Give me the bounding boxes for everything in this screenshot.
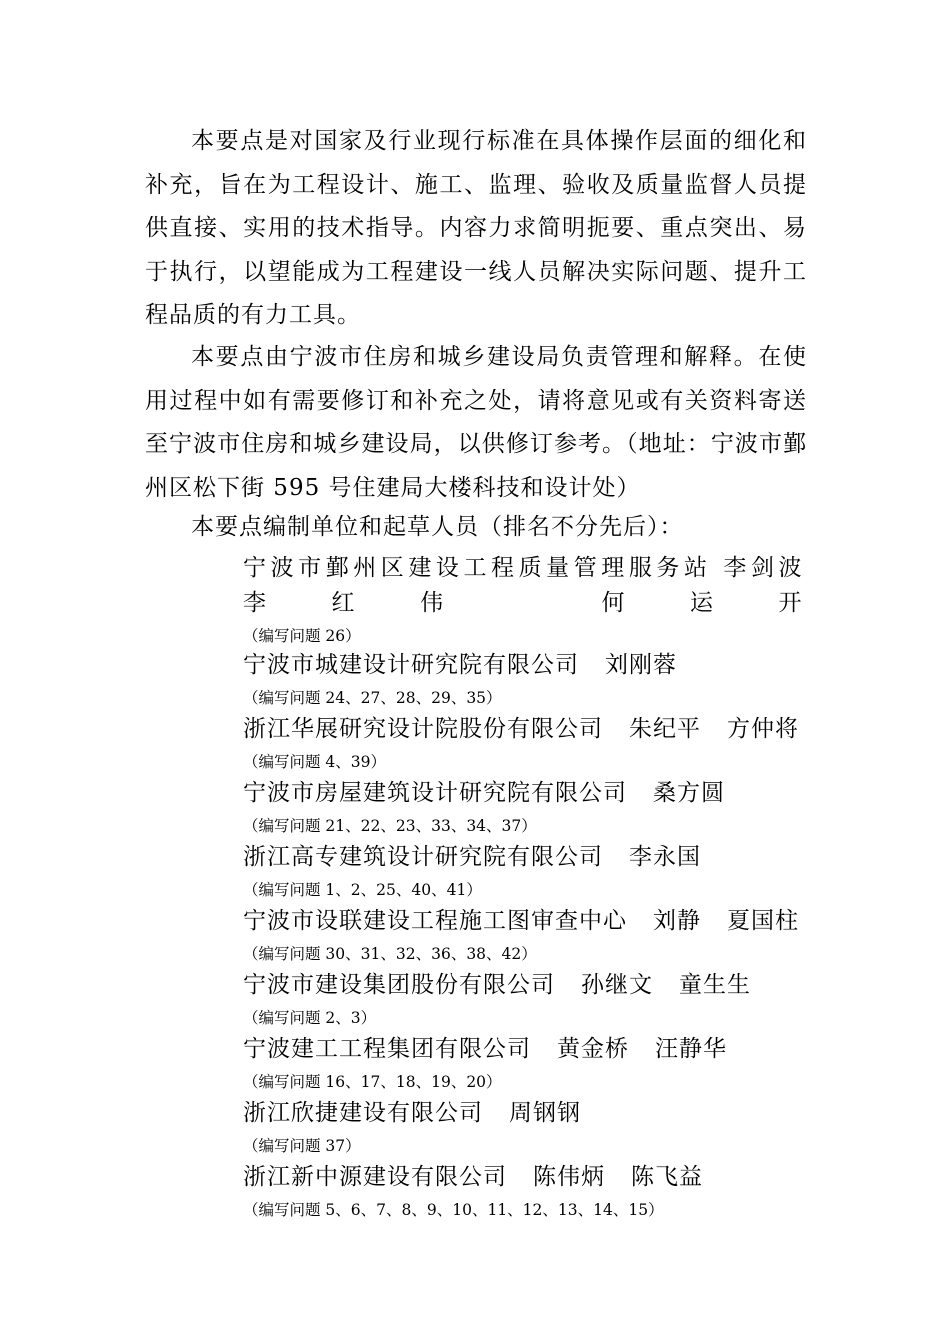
contributor-person: 陈伟炳	[533, 1164, 605, 1190]
contributor-note: （编写问题 21、22、23、33、34、37）	[243, 817, 537, 835]
contributor-entry	[243, 968, 805, 1031]
contributor-person: 何运开	[601, 590, 805, 616]
contributor-note: （编写问题 2、3）	[243, 1009, 377, 1027]
contributor-org: 浙江欣捷建设有限公司	[243, 1100, 483, 1126]
contributor-note: （编写问题 4、39）	[243, 753, 387, 771]
contributor-org: 宁波建工工程集团有限公司	[243, 1036, 531, 1062]
contributor-org: 宁波市房屋建筑设计研究院有限公司	[243, 780, 627, 806]
contributor-person: 童生生	[679, 972, 751, 998]
contributor-org: 浙江新中源建设有限公司	[243, 1164, 507, 1190]
contributor-line	[243, 776, 805, 811]
contributor-note: （编写问题 5、6、7、8、9、10、11、12、13、14、15）	[243, 1201, 664, 1219]
contributor-person: 孙继文	[581, 972, 653, 998]
contributor-entry	[243, 1160, 805, 1223]
contributor-entry	[243, 1032, 805, 1095]
contributor-line	[243, 904, 805, 939]
contributor-entry	[243, 648, 805, 711]
contributor-note: （编写问题 37）	[243, 1137, 361, 1155]
contributor-person: 朱纪平	[629, 716, 701, 742]
contributor-entry	[243, 551, 805, 649]
contributor-person: 周钢钢	[509, 1100, 581, 1126]
contributor-person: 刘刚蓉	[605, 652, 677, 678]
contributor-person: 李永国	[629, 844, 701, 870]
contributor-org: 浙江华展研究设计院股份有限公司	[243, 716, 603, 742]
contributor-person: 陈飞益	[631, 1164, 703, 1190]
contributor-entry	[243, 712, 805, 775]
contributor-person: 汪静华	[655, 1036, 727, 1062]
contributor-org: 宁波市鄞州区建设工程质量管理服务站	[243, 555, 712, 581]
contributor-person: 黄金桥	[557, 1036, 629, 1062]
contributor-line	[243, 1160, 805, 1195]
contributor-line	[243, 551, 805, 621]
contributor-org: 浙江高专建筑设计研究院有限公司	[243, 844, 603, 870]
contributor-note: （编写问题 26）	[243, 627, 361, 645]
contributor-person: 方仲将	[727, 716, 799, 742]
contributor-org: 宁波市设联建设工程施工图审查中心	[243, 908, 627, 934]
contributor-note: （编写问题 16、17、18、19、20）	[243, 1073, 502, 1091]
contributor-person: 李剑波	[723, 555, 806, 581]
contributor-note: （编写问题 1、2、25、40、41）	[243, 881, 482, 899]
contributor-entry	[243, 776, 805, 839]
contributor-line	[243, 968, 805, 1003]
contributor-person: 李红伟	[243, 590, 509, 616]
contributor-line	[243, 648, 805, 683]
contributor-org: 宁波市建设集团股份有限公司	[243, 972, 555, 998]
contributor-line	[243, 1096, 805, 1131]
contributors-heading: 本要点编制单位和起草人员（排名不分先后）：	[191, 514, 684, 540]
contributor-entry	[243, 840, 805, 903]
contributor-line	[243, 712, 805, 747]
contributor-line	[243, 840, 805, 875]
contributor-line	[243, 1032, 805, 1067]
contributor-note: （编写问题 30、31、32、36、38、42）	[243, 945, 537, 963]
management-paragraph: 本要点由宁波市住房和城乡建设局负责管理和解释。在使用过程中如有需要修订和补充之处，请将意见或有关资料寄送至宁波市住房和城乡建设局，以供修订参考。（地址：宁波市鄞州区松下街 595 号住建局大楼科技和设计处）	[145, 344, 807, 501]
contributor-org: 宁波市城建设计研究院有限公司	[243, 652, 579, 678]
contributor-note: （编写问题 24、27、28、29、35）	[243, 689, 502, 707]
contributor-person: 夏国柱	[727, 908, 799, 934]
intro-paragraph: 本要点是对国家及行业现行标准在具体操作层面的细化和补充，旨在为工程设计、施工、监理、验收及质量监督人员提供直接、实用的技术指导。内容力求简明扼要、重点突出、易于执行，以望能成为工程建设一线人员解决实际问题、提升工程品质的有力工具。	[145, 128, 807, 328]
contributor-person: 刘静	[653, 908, 701, 934]
contributor-entry	[243, 904, 805, 967]
contributor-entry	[243, 1096, 805, 1159]
contributor-person: 桑方圆	[653, 780, 725, 806]
